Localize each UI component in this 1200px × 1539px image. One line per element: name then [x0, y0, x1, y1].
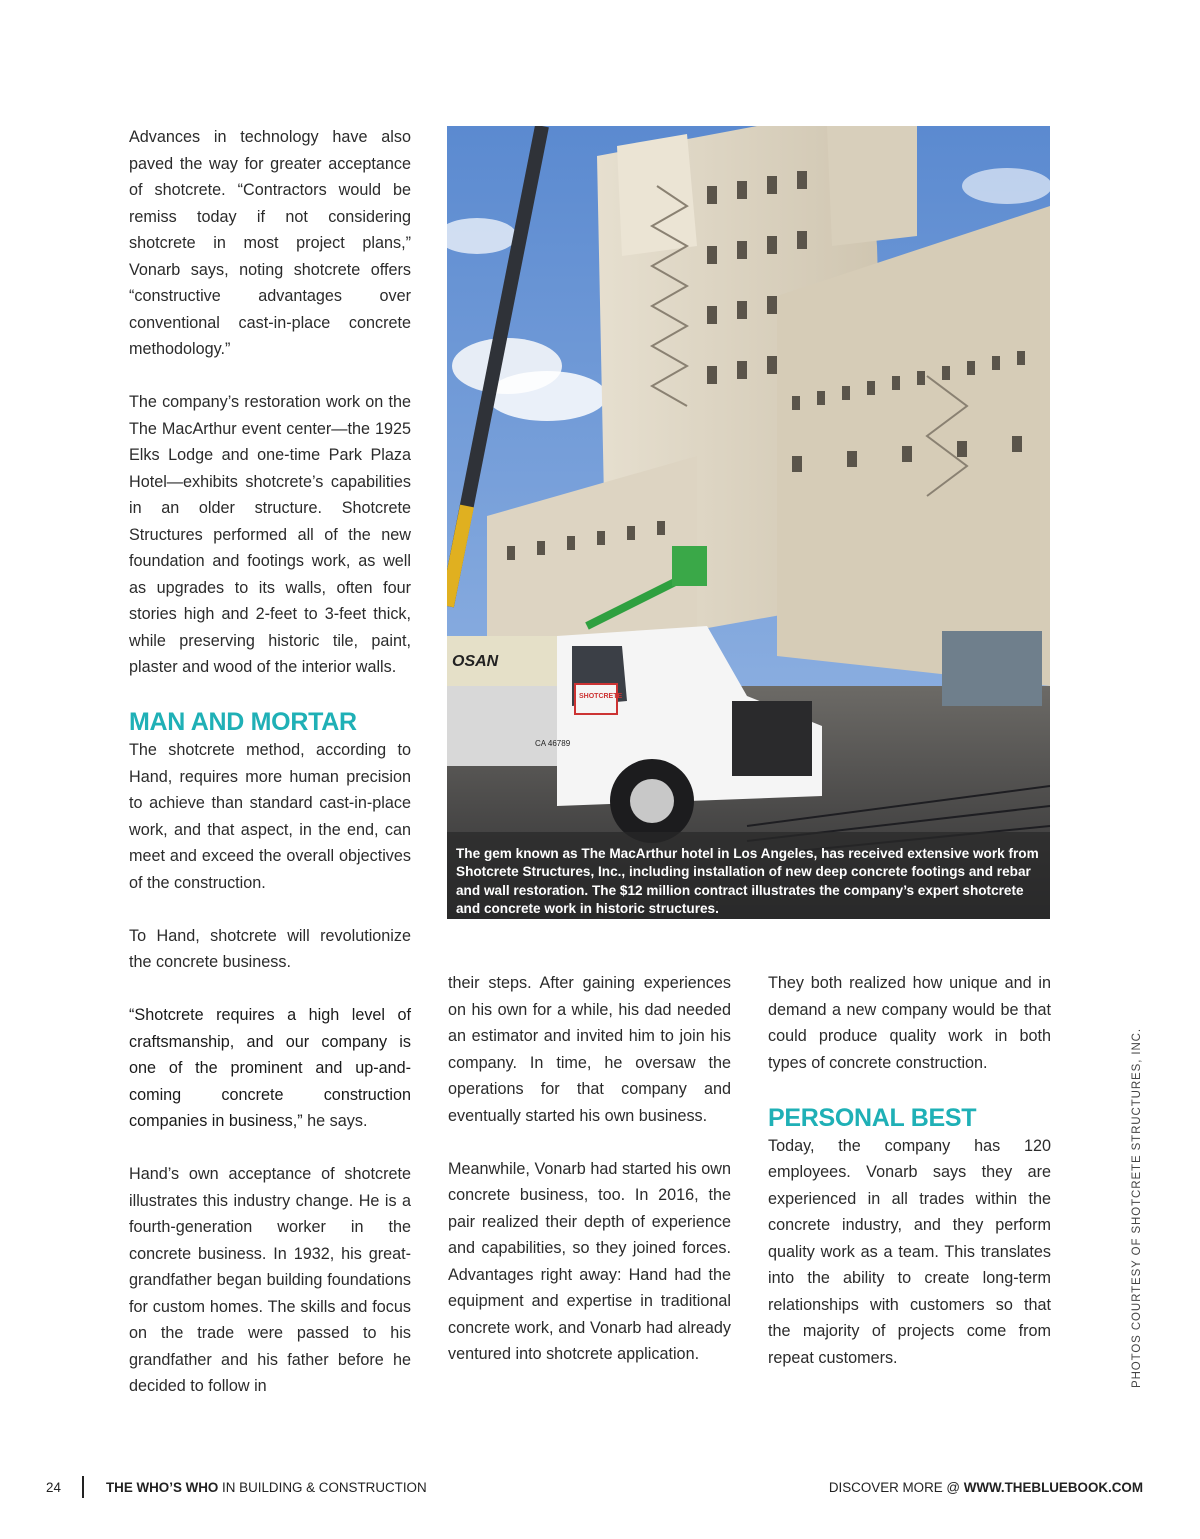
paragraph: To Hand, shotcrete will revolutionize the concrete business. — [129, 926, 411, 971]
page-number: 24 — [46, 1480, 61, 1495]
paragraph: Today, the company has 120 employees. Vonarb says they are experienced in all trades within the concrete industry, and they perform quality work as a team. This translates into the ability to create long-term relationships with customers so that the majority of projects come from repeat customers. — [768, 1136, 1051, 1367]
truck-plate-label: CA 46789 — [535, 739, 571, 748]
photo-caption: The gem known as The MacArthur hotel in Los Angeles, has received extensive work from Shotcrete Structures, Inc., including installation of new deep concrete footings and rebar and wall restoration. The $12 million contract illustrates the company’s expert shotcrete and concrete work in historic structures. — [456, 846, 1039, 916]
compressor-label: OSAN — [452, 653, 499, 670]
paragraph: The shotcrete method, according to Hand, requires more human precision to achieve than standard cast-in-place work, and that aspect, in the end, can meet and exceed the overall objectives of the construction. — [129, 741, 411, 892]
section-heading-personal-best: PERSONAL BEST — [768, 1103, 977, 1132]
section-heading-man-and-mortar: MAN AND MORTAR — [129, 708, 357, 736]
photo-credit: PHOTOS COURTESY OF SHOTCRETE STRUCTURES, INC. — [1131, 1028, 1143, 1388]
pull-quote-paragraph — [129, 1002, 411, 1135]
website-link[interactable]: WWW.THEBLUEBOOK.COM — [963, 1480, 1143, 1495]
paragraph: The company’s restoration work on the The MacArthur event center—the 1925 Elks Lodge and one-time Park Plaza Hotel—exhibits shotcrete’s capabilities in an older structure. Shotcrete Structures performed all of the new foundation and footings work, as well as upgrades to its walls, often four stories high and 2-feet to 3-feet thick, while preserving historic tile, paint, plaster and wood of the interior walls. — [129, 393, 411, 676]
quote-attribution: he says. — [302, 1112, 368, 1130]
photo-caption-band — [447, 832, 1050, 919]
article-column-3 — [768, 970, 1051, 1371]
publication-title-bold: THE WHO’S WHO — [106, 1480, 219, 1495]
article-column-2 — [448, 970, 731, 1368]
paragraph: Advances in technology have also paved the way for greater acceptance of shotcrete. “Contractors would be remiss today if not considering shotcrete in most project plans,” Vonarb says, noting shotcrete offers “constructive advantages over conventional cast-in-place concrete methodology.” — [129, 128, 411, 358]
discover-more-label: DISCOVER MORE @ — [828, 1480, 964, 1495]
paragraph: They both realized how unique and in demand a new company would be that could produce quality work in both types of concrete construction. — [768, 974, 1051, 1072]
footer-divider — [82, 1476, 84, 1498]
article-column-1 — [129, 124, 411, 1400]
paragraph: Hand’s own acceptance of shotcrete illustrates this industry change. He is a fourth-generation worker in the concrete business. In 1932, his great-grandfather began building foundations for custom homes. The skills and focus on the trade were passed to his grandfather and his father before he decided to follow in — [129, 1165, 411, 1395]
photo-illustration — [447, 126, 1050, 919]
publication-title — [106, 1480, 427, 1495]
quote-text: “Shotcrete requires a high level of craftsmanship, and our company is one of the prominent and up-and-coming concrete construction companies in business,” — [129, 1006, 411, 1130]
publication-title-rest: IN BUILDING & CONSTRUCTION — [218, 1480, 427, 1495]
paragraph: their steps. After gaining experiences on his own for a while, his dad needed an estimator and invited him to join his company. In time, he oversaw the operations for that company and eventually started his own business. — [448, 974, 731, 1125]
discover-more — [829, 1480, 1143, 1495]
paragraph: Meanwhile, Vonarb had started his own concrete business, too. In 2016, the pair realized their depth of experience and capabilities, so they joined forces. Advantages right away: Hand had the equipment and expertise in traditional concrete work, and Vonarb had already ventured into shotcrete application. — [448, 1159, 731, 1363]
macarthur-hotel-photo — [447, 126, 1050, 919]
truck-logo-label: SHOTCRETE — [579, 693, 623, 700]
